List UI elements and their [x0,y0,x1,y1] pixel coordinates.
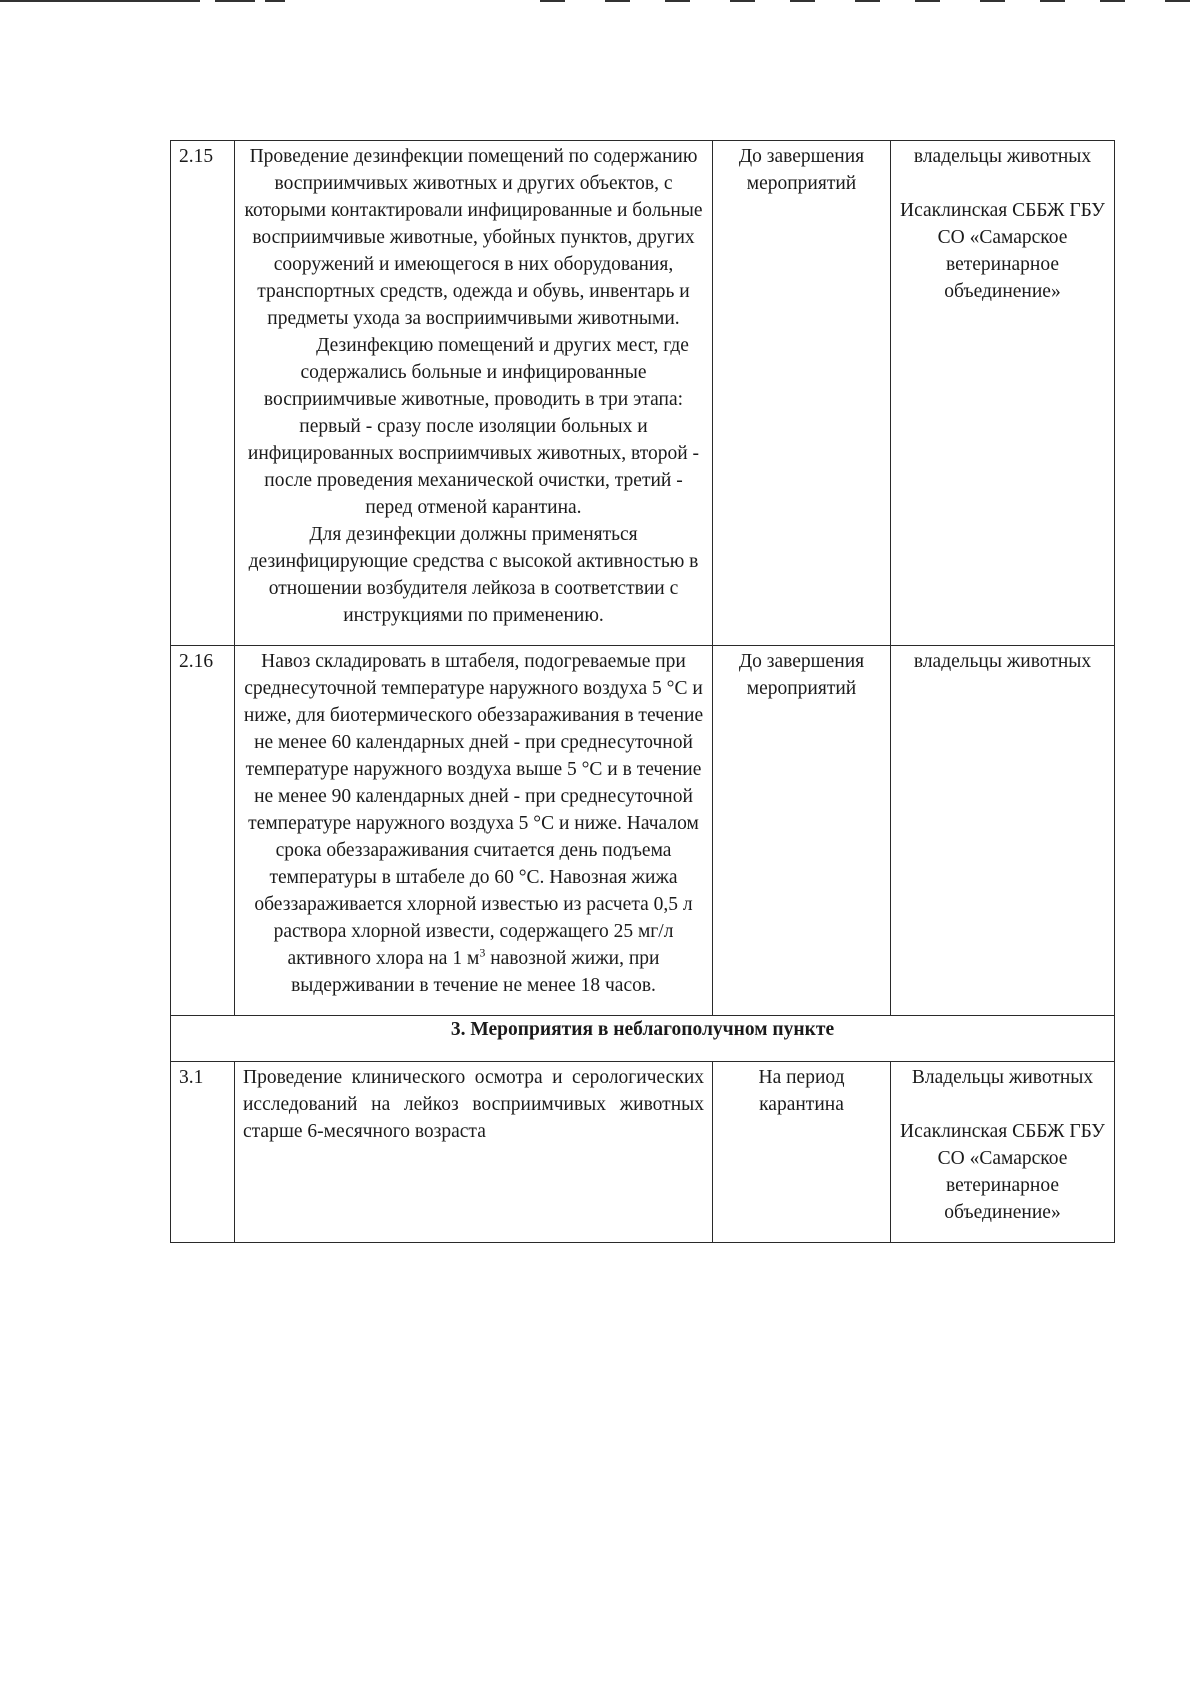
table-row [171,141,1115,646]
measure-description [235,141,713,646]
paragraph: навозной жижи, при выдерживании в течение не менее 18 часов. [291,948,660,996]
scan-edge-mark [540,0,565,2]
measure-responsible [891,1062,1115,1243]
scan-edge-mark [1100,0,1125,2]
paragraph: Дезинфекцию помещений и других мест, где содержались больные и инфицированные восприимчивые животные, проводить в три этапа: первый - сразу после изоляции больных и инфицированных восприимчивых животных, второй - после проведения механической очистки, третий - перед отменой карантина. [247,335,700,518]
scan-edge-mark [0,0,200,2]
scan-edge-mark [1040,0,1065,2]
section-title: 3. Мероприятия в неблагополучном пункте [171,1016,1115,1062]
measure-term: На период карантина [713,1062,891,1243]
scan-edge-mark [605,0,630,2]
paragraph: Навоз складировать в штабеля, подогреваемые при среднесуточной температуре наружного воздуха 5 °С и ниже, для биотермического обеззараживания в течение не менее 60 календарных дней - при среднесуточной температуре наружного воздуха выше 5 °С и в течение не менее 90 календарных дней - при среднесуточной температуре наружного воздуха 5 °С и ниже. Началом срока обеззараживания считается день подъема температуры в штабеле до 60 °С. Навозная жижа обеззараживается хлорной известью из расчета 0,5 л раствора хлорной извести, содержащего 25 мг/л активного хлора на 1 м [243,651,704,969]
scan-edge-mark [730,0,755,2]
row-number: 2.16 [171,646,235,1016]
scan-edge-mark [215,0,255,2]
measure-term: До завершения мероприятий [713,646,891,1016]
responsible-owner: владельцы животных [913,651,1092,672]
responsible-vet-station: Исаклинская СББЖ ГБУ СО «Самарское ветеринарное объединение» [900,200,1105,302]
measure-description [235,646,713,1016]
scan-edge-mark [980,0,1005,2]
responsible-vet-station: Исаклинская СББЖ ГБУ СО «Самарское ветеринарное объединение» [900,1121,1105,1223]
paragraph: Проведение дезинфекции помещений по содержанию восприимчивых животных и других объектов, с которыми контактировали инфицированные и больные восприимчивые животные, убойных пунктов, других сооружений и имеющегося в них оборудования, транспортных средств, одежда и обувь, инвентарь и предметы ухода за восприимчивыми животными. [244,146,703,329]
measure-responsible [891,141,1115,646]
measures-table [170,140,1115,1243]
scan-edge-mark [790,0,815,2]
scan-edge-mark [265,0,285,2]
table-row [171,646,1115,1016]
superscript: 3 [479,945,486,960]
scan-edge-mark [665,0,690,2]
section-row [171,1016,1115,1062]
row-number: 2.15 [171,141,235,646]
responsible-owner: владельцы животных [913,146,1092,167]
scan-edge-mark [855,0,880,2]
paragraph: Для дезинфекции должны применяться дезинфицирующие средства с высокой активностью в отношении возбудителя лейкоза в соответствии с инструкциями по применению. [248,524,699,626]
table-row [171,1062,1115,1243]
measure-responsible [891,646,1115,1016]
scan-edge-mark [1165,0,1190,2]
measure-description: Проведение клинического осмотра и серологических исследований на лейкоз восприимчивых животных старше 6-месячного возраста [235,1062,713,1243]
responsible-owner: Владельцы животных [911,1067,1094,1088]
row-number: 3.1 [171,1062,235,1243]
measure-term: До завершения мероприятий [713,141,891,646]
scan-edge-mark [915,0,940,2]
